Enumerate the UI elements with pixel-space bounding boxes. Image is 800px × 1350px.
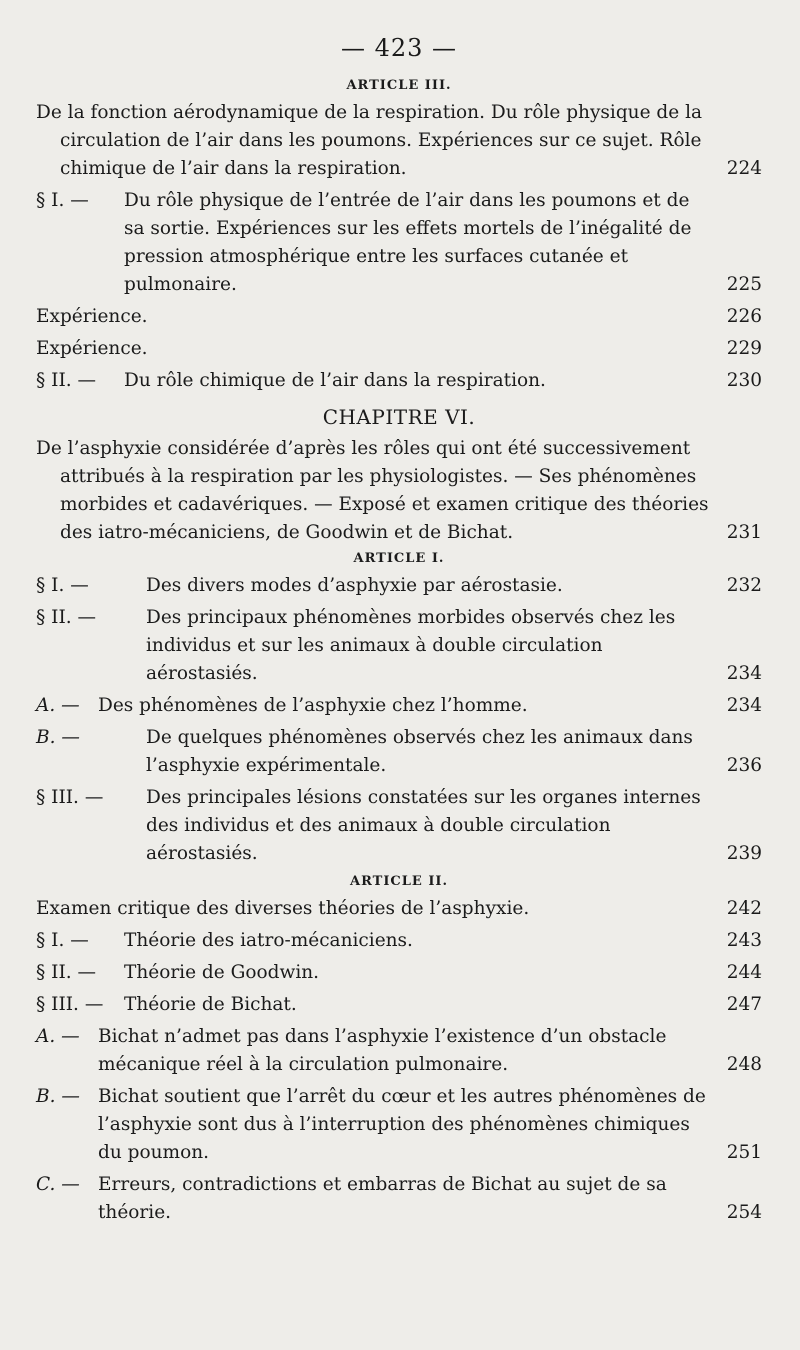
entry-lead: § III. — <box>36 787 104 808</box>
entry-page: 225 <box>726 274 762 295</box>
entry-lead: § I. — <box>36 575 89 596</box>
entry-text: Bichat soutient que l’arrêt du cœur et les autres phénomènes de l’asphyxie sont dus à l’interruption des phénomènes chimiques du poumon. <box>98 1086 706 1163</box>
toc-entry <box>36 724 762 780</box>
entry-text: Des divers modes d’asphyxie par aérostasie. <box>146 575 563 596</box>
entry-lead: § II. — <box>36 962 97 983</box>
article-1-heading: ARTICLE I. <box>353 551 445 566</box>
entry-text: Du rôle physique de l’entrée de l’air dans les poumons et de sa sortie. Expériences sur les effets mortels de l’inégalité de pression atmosphérique entre les surfaces cutanée et pulmonaire. <box>124 190 692 295</box>
article-3-intro <box>36 99 762 183</box>
entry-lead: § II. — <box>36 370 97 391</box>
chapter-6-intro-text: De l’asphyxie considérée d’après les rôles qui ont été successivement attribués à la respiration par les physiologistes. — Ses phénomènes morbides et cadavériques. — Exposé et examen critique des théories des iatro-mécaniciens, de Goodwin et de Bichat. <box>36 438 709 543</box>
toc-entry <box>36 187 762 299</box>
toc-entry <box>36 692 762 720</box>
toc-entry <box>36 367 762 395</box>
entry-lead: B. — <box>36 1086 80 1107</box>
entry-text: Expérience. <box>36 306 148 327</box>
entry-page: 243 <box>726 930 762 951</box>
entry-page: 254 <box>726 1202 762 1223</box>
article-2-heading: ARTICLE II. <box>349 874 449 889</box>
toc-entry <box>36 572 762 600</box>
toc-entry <box>36 303 762 331</box>
chapter-6-heading: CHAPITRE VI. <box>322 405 476 429</box>
entry-text: De quelques phénomènes observés chez les animaux dans l’asphyxie expérimentale. <box>146 727 693 776</box>
entry-page: 239 <box>726 843 762 864</box>
entry-lead: § I. — <box>36 930 89 951</box>
entry-text: Théorie de Bichat. <box>124 994 297 1015</box>
entry-lead: A. — <box>36 695 80 716</box>
entry-page: 234 <box>726 663 762 684</box>
article-2-intro-page: 242 <box>726 898 762 919</box>
entry-text: Théorie de Goodwin. <box>124 962 320 983</box>
toc-entry <box>36 1083 762 1167</box>
entry-lead: A. — <box>36 1026 80 1047</box>
entry-text: Des principaux phénomènes morbides observés chez les individus et sur les animaux à double circulation aérostasiés. <box>146 607 676 684</box>
entry-text: Du rôle chimique de l’air dans la respiration. <box>124 370 546 391</box>
toc-entry <box>36 1171 762 1227</box>
entry-lead: § II. — <box>36 607 97 628</box>
toc-entry <box>36 604 762 688</box>
article-3-heading: ARTICLE III. <box>346 78 452 93</box>
toc-entry <box>36 927 762 955</box>
entry-page: 251 <box>726 1142 762 1163</box>
entry-page: 244 <box>726 962 762 983</box>
article-3-intro-page: 224 <box>726 158 762 179</box>
entry-page: 247 <box>726 994 762 1015</box>
entry-lead: § III. — <box>36 994 104 1015</box>
entry-page: 229 <box>726 338 762 359</box>
article-2-intro-text: Examen critique des diverses théories de l’asphyxie. <box>36 898 530 919</box>
entry-page: 226 <box>726 306 762 327</box>
entry-lead: B. — <box>36 727 80 748</box>
page-number: — 423 — <box>340 34 458 62</box>
entry-text: Des phénomènes de l’asphyxie chez l’homme. <box>98 695 528 716</box>
entry-lead: § I. — <box>36 190 89 211</box>
entry-page: 234 <box>726 695 762 716</box>
toc-entry <box>36 335 762 363</box>
toc-entry <box>36 1023 762 1079</box>
toc-entry <box>36 991 762 1019</box>
chapter-6-intro <box>36 435 762 547</box>
entry-text: Expérience. <box>36 338 148 359</box>
entry-page: 230 <box>726 370 762 391</box>
entry-text: Des principales lésions constatées sur les organes internes des individus et des animaux à double circulation aérostasiés. <box>146 787 701 864</box>
entry-page: 232 <box>726 575 762 596</box>
article-2-intro <box>36 895 762 923</box>
entry-text: Erreurs, contradictions et embarras de Bichat au sujet de sa théorie. <box>98 1174 667 1223</box>
toc-entry <box>36 959 762 987</box>
entry-text: Bichat n’admet pas dans l’asphyxie l’existence d’un obstacle mécanique réel à la circulation pulmonaire. <box>98 1026 667 1075</box>
chapter-6-intro-page: 231 <box>726 522 762 543</box>
entry-page: 248 <box>726 1054 762 1075</box>
toc-entry <box>36 784 762 868</box>
article-3-intro-text: De la fonction aérodynamique de la respiration. Du rôle physique de la circulation de l’air dans les poumons. Expériences sur ce sujet. Rôle chimique de l’air dans la respiration. <box>36 102 703 179</box>
entry-text: Théorie des iatro-mécaniciens. <box>124 930 413 951</box>
entry-page: 236 <box>726 755 762 776</box>
entry-lead: C. — <box>36 1174 80 1195</box>
